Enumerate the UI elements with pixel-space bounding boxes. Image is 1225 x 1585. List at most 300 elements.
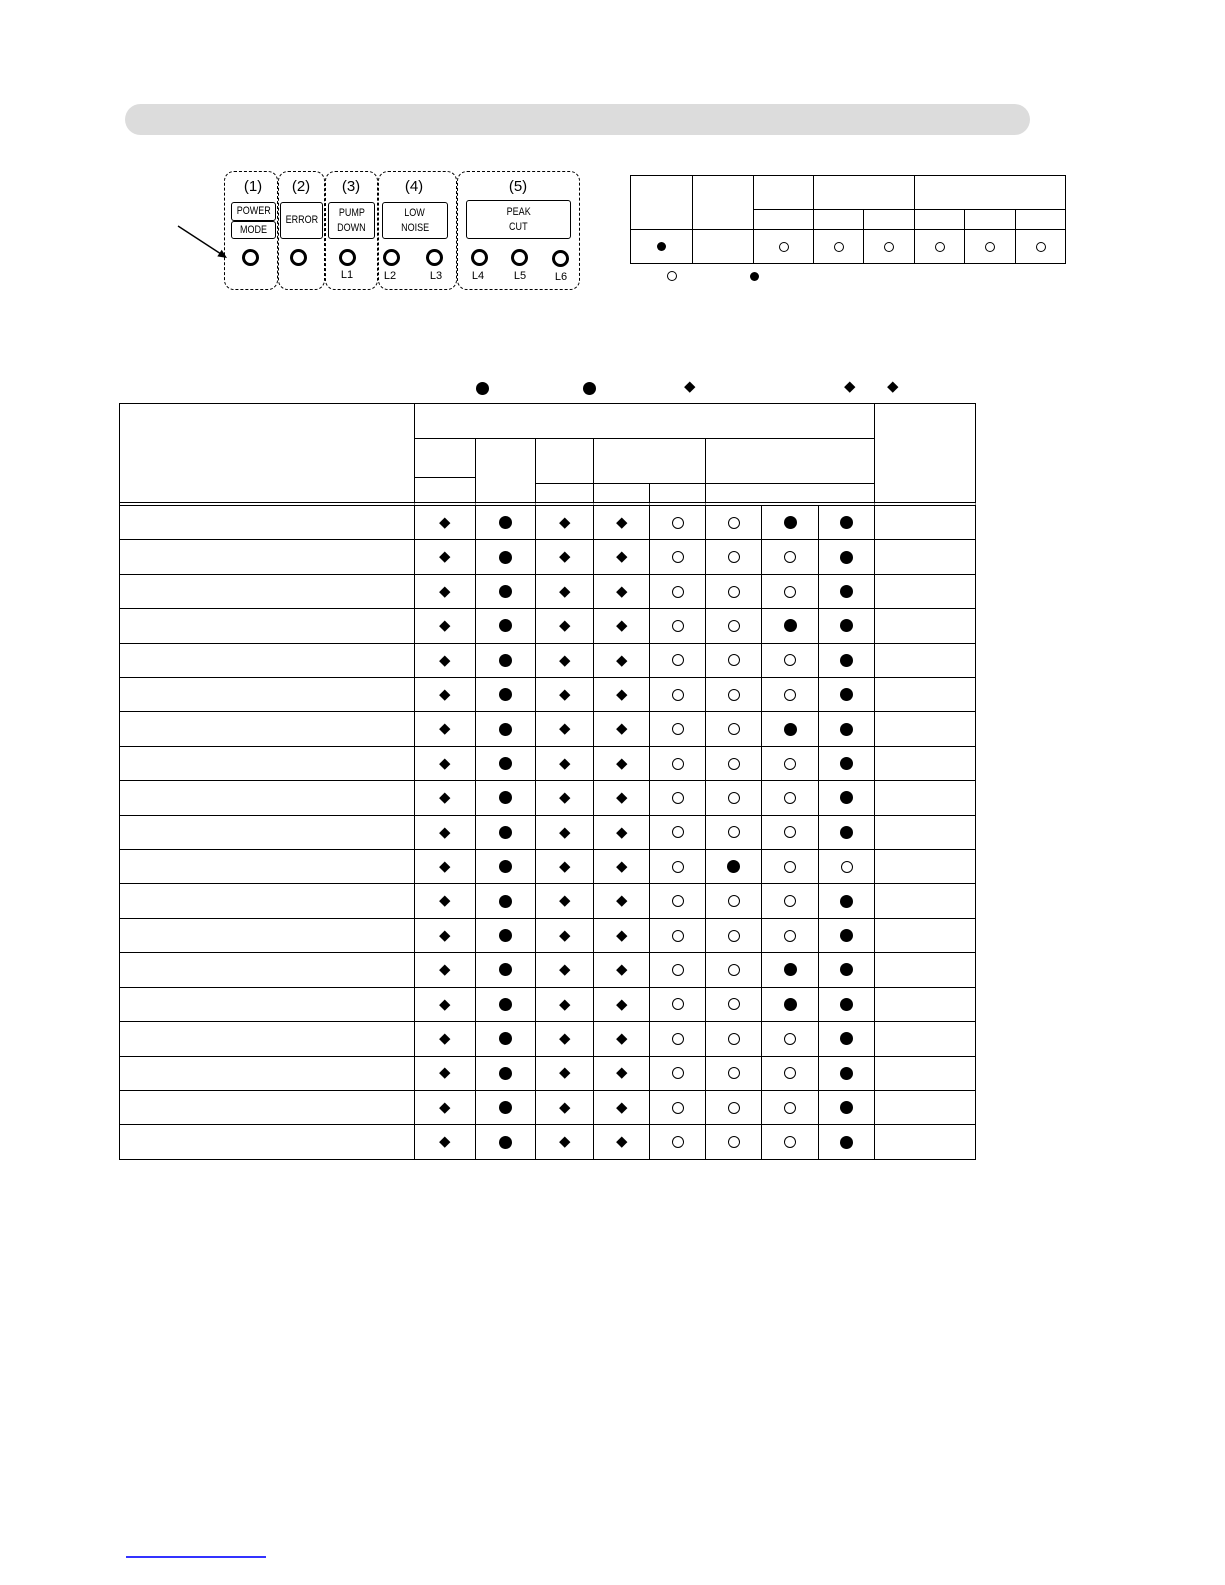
matrix-header-remarks-cell [875, 404, 976, 506]
matrix-cell [415, 1057, 476, 1091]
matrix-header-cell [415, 439, 476, 478]
diamond-icon [615, 653, 629, 667]
matrix-cell [476, 678, 536, 712]
diamond-icon [615, 516, 629, 530]
peak-cut-label-line-1: PEAK [506, 205, 531, 218]
diamond-icon [615, 860, 629, 874]
matrix-cell [594, 850, 650, 884]
open-circle-icon [985, 242, 995, 252]
filled-circle-icon [783, 516, 797, 530]
empty-symbol-slot [718, 242, 728, 252]
status-table-subheader-cell [915, 210, 965, 230]
group-number-3: (3) [341, 178, 361, 195]
diamond-icon [615, 929, 629, 943]
matrix-cell [706, 1022, 762, 1056]
matrix-cell [762, 1125, 819, 1159]
open-circle-icon [671, 619, 685, 633]
matrix-cell [650, 678, 706, 712]
matrix-row-label-cell [120, 540, 415, 574]
open-circle-icon [779, 242, 789, 252]
error-led-icon [290, 249, 307, 266]
matrix-cell [650, 988, 706, 1022]
matrix-row-label-cell [120, 988, 415, 1022]
diamond-icon [558, 516, 572, 530]
matrix-remarks-cell [875, 919, 976, 953]
group-number-5: (5) [508, 178, 528, 195]
matrix-cell [415, 506, 476, 540]
matrix-cell [706, 506, 762, 540]
matrix-cell [762, 850, 819, 884]
matrix-cell [536, 506, 594, 540]
matrix-cell [594, 575, 650, 609]
open-circle-icon [671, 688, 685, 702]
status-table-header-cell [693, 176, 754, 230]
diamond-icon [558, 722, 572, 736]
matrix-cell [594, 540, 650, 574]
matrix-cell [706, 988, 762, 1022]
matrix-cell [536, 644, 594, 678]
status-table-header-cell [631, 176, 693, 230]
matrix-cell [536, 540, 594, 574]
diamond-icon [438, 585, 452, 599]
matrix-cell [762, 919, 819, 953]
matrix-cell [762, 678, 819, 712]
open-circle-icon [727, 550, 741, 564]
filled-circle-icon [840, 825, 854, 839]
matrix-cell [819, 644, 875, 678]
filled-circle-icon [840, 516, 854, 530]
matrix-cell [415, 884, 476, 918]
open-circle-icon [783, 688, 797, 702]
matrix-cell [650, 884, 706, 918]
matrix-row-label-cell [120, 1022, 415, 1056]
diamond-icon [438, 653, 452, 667]
matrix-cell [536, 609, 594, 643]
matrix-cell [650, 540, 706, 574]
matrix-cell [819, 1125, 875, 1159]
matrix-cell [594, 816, 650, 850]
matrix-cell [650, 1091, 706, 1125]
diamond-icon [615, 757, 629, 771]
led-label-l3: L3 [429, 270, 443, 282]
matrix-cell [594, 884, 650, 918]
matrix-cell [415, 1022, 476, 1056]
power-mode-led-icon [242, 249, 259, 266]
matrix-cell [536, 850, 594, 884]
filled-circle-icon [840, 1032, 854, 1046]
matrix-header-item-cell [120, 404, 415, 506]
diamond-icon [615, 1032, 629, 1046]
matrix-cell [476, 712, 536, 746]
matrix-cell [762, 712, 819, 746]
matrix-remarks-cell [875, 1057, 976, 1091]
matrix-cell [476, 506, 536, 540]
diamond-icon [615, 1135, 629, 1149]
matrix-header-cell [706, 484, 875, 506]
open-circle-icon [783, 894, 797, 908]
matrix-header-cell [706, 439, 875, 484]
matrix-cell [415, 747, 476, 781]
filled-circle-icon [499, 894, 513, 908]
mode-label-box [231, 221, 276, 239]
diamond-icon [438, 791, 452, 805]
matrix-cell [476, 575, 536, 609]
open-circle-icon [783, 585, 797, 599]
open-circle-icon [783, 550, 797, 564]
open-circle-icon [834, 242, 844, 252]
open-circle-icon [783, 1101, 797, 1115]
filled-circle-icon [783, 722, 797, 736]
matrix-remarks-cell [875, 816, 976, 850]
matrix-cell [762, 747, 819, 781]
filled-circle-icon [840, 585, 854, 599]
matrix-row-label-cell [120, 850, 415, 884]
diamond-icon [438, 1032, 452, 1046]
matrix-row-label-cell [120, 1057, 415, 1091]
matrix-cell [594, 609, 650, 643]
matrix-cell [594, 1091, 650, 1125]
open-circle-icon [671, 516, 685, 530]
matrix-cell [706, 575, 762, 609]
led-label-l2: L2 [383, 270, 397, 282]
open-circle-icon [727, 619, 741, 633]
open-circle-icon [727, 688, 741, 702]
matrix-cell [476, 1057, 536, 1091]
matrix-cell [762, 816, 819, 850]
matrix-cell [476, 781, 536, 815]
filled-circle-icon [499, 722, 513, 736]
open-circle-icon [727, 722, 741, 736]
diamond-icon [558, 585, 572, 599]
filled-circle-icon [840, 1066, 854, 1080]
diamond-icon [615, 791, 629, 805]
diamond-icon [558, 825, 572, 839]
matrix-cell [536, 1057, 594, 1091]
matrix-cell [536, 575, 594, 609]
filled-circle-icon [840, 550, 854, 564]
diamond-icon [438, 516, 452, 530]
led-l3-icon [426, 249, 443, 266]
status-table-cell [965, 230, 1016, 264]
led-l5-icon [511, 249, 528, 266]
status-table-cell [915, 230, 965, 264]
matrix-cell [415, 953, 476, 987]
matrix-cell [819, 884, 875, 918]
filled-circle-icon [840, 997, 854, 1011]
matrix-cell [536, 1022, 594, 1056]
diamond-icon [615, 825, 629, 839]
matrix-cell [536, 816, 594, 850]
diamond-icon [558, 1066, 572, 1080]
filled-circle-icon [582, 381, 596, 395]
matrix-header-group-cell [415, 404, 875, 439]
led-label-l4: L4 [471, 270, 485, 282]
matrix-cell [706, 816, 762, 850]
led-label-l1: L1 [340, 269, 354, 281]
matrix-cell [762, 644, 819, 678]
matrix-cell [415, 781, 476, 815]
diamond-icon [438, 963, 452, 977]
matrix-cell [706, 850, 762, 884]
group-number-1: (1) [243, 178, 263, 195]
matrix-cell [819, 1091, 875, 1125]
matrix-remarks-cell [875, 575, 976, 609]
diamond-icon [558, 894, 572, 908]
open-circle-icon [727, 929, 741, 943]
matrix-cell [706, 919, 762, 953]
led-l6-icon [552, 250, 569, 267]
matrix-header-cell [536, 484, 594, 506]
matrix-cell [819, 781, 875, 815]
matrix-cell [415, 644, 476, 678]
matrix-cell [476, 850, 536, 884]
matrix-cell [476, 1022, 536, 1056]
section-header-bar [125, 104, 1030, 135]
open-circle-icon [727, 1101, 741, 1115]
filled-circle-icon [499, 619, 513, 633]
open-circle-icon [727, 653, 741, 667]
diamond-icon [558, 860, 572, 874]
diamond-icon [438, 1135, 452, 1149]
open-circle-icon [783, 1066, 797, 1080]
led-l1-icon [339, 249, 356, 266]
diamond-icon [438, 997, 452, 1011]
diamond-icon [438, 1066, 452, 1080]
matrix-cell [415, 712, 476, 746]
filled-circle-icon [840, 894, 854, 908]
matrix-header-cell [415, 478, 476, 506]
matrix-cell [819, 712, 875, 746]
matrix-cell [706, 953, 762, 987]
status-table-header-cell [915, 176, 1066, 210]
filled-circle-icon [499, 1032, 513, 1046]
matrix-cell [706, 540, 762, 574]
matrix-cell [650, 919, 706, 953]
diamond-icon [615, 997, 629, 1011]
matrix-cell [819, 747, 875, 781]
open-circle-icon [727, 963, 741, 977]
matrix-cell [650, 1022, 706, 1056]
matrix-cell [594, 1022, 650, 1056]
matrix-cell [415, 919, 476, 953]
matrix-cell [650, 781, 706, 815]
status-table-cell [864, 230, 915, 264]
matrix-remarks-cell [875, 540, 976, 574]
filled-circle-icon [727, 860, 741, 874]
matrix-row-label-cell [120, 781, 415, 815]
matrix-cell [650, 575, 706, 609]
matrix-cell [536, 988, 594, 1022]
diamond-icon [438, 757, 452, 771]
pump-down-label-line-2: DOWN [337, 221, 366, 234]
matrix-cell [819, 609, 875, 643]
matrix-cell [536, 953, 594, 987]
power-label-box [231, 202, 276, 221]
diamond-icon [558, 997, 572, 1011]
status-table-cell [814, 230, 864, 264]
diamond-icon [558, 1032, 572, 1046]
diamond-icon [558, 550, 572, 564]
matrix-remarks-cell [875, 1091, 976, 1125]
matrix-cell [650, 816, 706, 850]
filled-circle-icon [499, 929, 513, 943]
symbol-matrix [119, 403, 976, 1160]
matrix-remarks-cell [875, 506, 976, 540]
matrix-cell [476, 609, 536, 643]
filled-circle-icon [840, 963, 854, 977]
matrix-cell [706, 1125, 762, 1159]
diamond-icon [438, 1101, 452, 1115]
matrix-cell [415, 609, 476, 643]
open-circle-icon [671, 963, 685, 977]
matrix-cell [594, 1125, 650, 1159]
matrix-cell [762, 575, 819, 609]
open-circle-icon [727, 516, 741, 530]
matrix-cell [819, 575, 875, 609]
matrix-remarks-cell [875, 884, 976, 918]
open-circle-icon [671, 585, 685, 599]
matrix-row-label-cell [120, 816, 415, 850]
matrix-cell [819, 678, 875, 712]
led-label-l5: L5 [513, 270, 527, 282]
open-circle-icon [727, 791, 741, 805]
open-circle-icon [783, 757, 797, 771]
footer-link-underline[interactable] [126, 1556, 266, 1558]
mode-label: MODE [239, 223, 268, 236]
open-circle-icon [727, 1032, 741, 1046]
led-label-l6: L6 [554, 271, 568, 283]
diamond-icon [615, 894, 629, 908]
filled-circle-icon [840, 757, 854, 771]
matrix-cell [594, 506, 650, 540]
filled-circle-icon [499, 963, 513, 977]
filled-circle-icon [499, 550, 513, 564]
matrix-cell [706, 609, 762, 643]
pump-down-label-line-1: PUMP [338, 206, 365, 219]
matrix-row-label-cell [120, 644, 415, 678]
matrix-row-label-cell [120, 609, 415, 643]
matrix-remarks-cell [875, 747, 976, 781]
matrix-remarks-cell [875, 609, 976, 643]
matrix-cell [476, 953, 536, 987]
status-table-subheader-cell [1016, 210, 1066, 230]
open-circle-icon [671, 1101, 685, 1115]
filled-circle-icon [499, 860, 513, 874]
diamond-icon [438, 722, 452, 736]
matrix-cell [594, 1057, 650, 1091]
diamond-icon [615, 1066, 629, 1080]
matrix-cell [706, 747, 762, 781]
matrix-cell [706, 644, 762, 678]
matrix-cell [476, 540, 536, 574]
open-circle-icon [671, 653, 685, 667]
matrix-remarks-cell [875, 1125, 976, 1159]
power-label: POWER [236, 205, 271, 217]
open-circle-icon [727, 997, 741, 1011]
filled-circle-icon [840, 619, 854, 633]
diamond-icon [558, 757, 572, 771]
matrix-cell [536, 678, 594, 712]
open-circle-icon [671, 550, 685, 564]
matrix-cell [594, 644, 650, 678]
matrix-cell [476, 747, 536, 781]
matrix-cell [706, 781, 762, 815]
matrix-cell [476, 1125, 536, 1159]
group-number-4: (4) [404, 178, 424, 195]
filled-circle-icon [499, 1066, 513, 1080]
diamond-icon [558, 653, 572, 667]
matrix-row-label-cell [120, 953, 415, 987]
matrix-remarks-cell [875, 850, 976, 884]
open-circle-icon [727, 825, 741, 839]
matrix-cell [819, 1057, 875, 1091]
matrix-cell [536, 712, 594, 746]
diamond-icon [615, 688, 629, 702]
status-table-header-cell [754, 176, 814, 210]
filled-circle-icon [840, 1101, 854, 1115]
matrix-cell [650, 644, 706, 678]
diamond-icon [886, 380, 900, 394]
matrix-cell [594, 953, 650, 987]
matrix-cell [650, 506, 706, 540]
matrix-cell [415, 988, 476, 1022]
matrix-cell [762, 781, 819, 815]
diamond-icon [683, 380, 697, 394]
matrix-cell [819, 850, 875, 884]
filled-circle-icon [783, 619, 797, 633]
diamond-icon [615, 1101, 629, 1115]
filled-circle-icon [499, 791, 513, 805]
filled-circle-icon [499, 825, 513, 839]
matrix-cell [706, 678, 762, 712]
matrix-row-label-cell [120, 575, 415, 609]
matrix-cell [594, 678, 650, 712]
matrix-cell [415, 1091, 476, 1125]
open-circle-icon [671, 825, 685, 839]
diamond-icon [615, 619, 629, 633]
matrix-cell [476, 816, 536, 850]
diamond-icon [438, 688, 452, 702]
matrix-cell [650, 747, 706, 781]
matrix-cell [415, 850, 476, 884]
matrix-cell [762, 953, 819, 987]
open-circle-icon [671, 929, 685, 943]
open-circle-icon [727, 1066, 741, 1080]
matrix-cell [415, 816, 476, 850]
matrix-cell [706, 1057, 762, 1091]
low-noise-label-box [382, 202, 448, 239]
matrix-row-label-cell [120, 678, 415, 712]
status-table-cell [754, 230, 814, 264]
matrix-cell [819, 1022, 875, 1056]
filled-circle-icon [840, 688, 854, 702]
led-l4-icon [471, 249, 488, 266]
matrix-cell [536, 884, 594, 918]
open-circle-icon [727, 894, 741, 908]
filled-circle-icon [499, 1101, 513, 1115]
open-circle-icon [935, 242, 945, 252]
diamond-icon [615, 963, 629, 977]
filled-circle-icon [783, 963, 797, 977]
matrix-cell [762, 506, 819, 540]
matrix-cell [536, 781, 594, 815]
matrix-remarks-cell [875, 644, 976, 678]
filled-circle-icon [840, 929, 854, 943]
open-circle-icon [783, 653, 797, 667]
open-circle-icon [1036, 242, 1046, 252]
matrix-cell [594, 919, 650, 953]
open-circle-icon [671, 860, 685, 874]
